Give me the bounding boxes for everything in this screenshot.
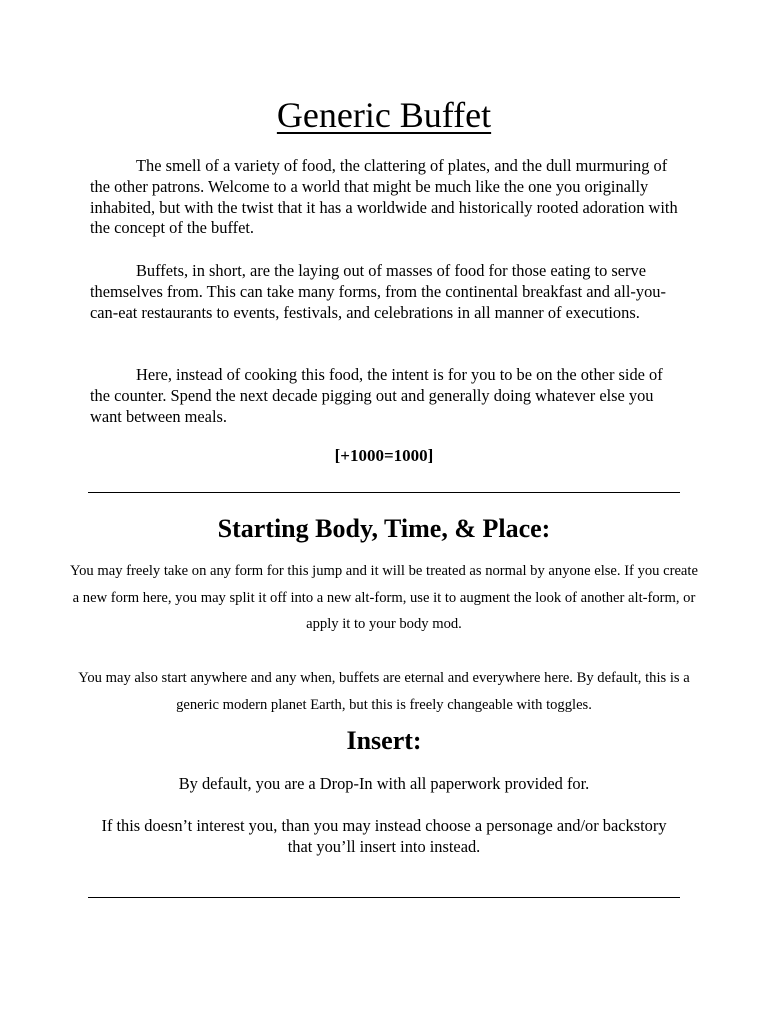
intro-paragraph-1: The smell of a variety of food, the clattering of plates, and the dull murmuring of the other patrons. Welcome to a world that might be much like the one you originally inhabited, but with the twist that it has a worldwide and historically rooted adoration with the concept of the buffet. — [90, 156, 678, 238]
intro-paragraph-3: Here, instead of cooking this food, the intent is for you to be on the other side of the counter. Spend the next decade pigging out and generally doing whatever else you want between meals. — [90, 365, 663, 426]
insert-alternative-text: If this doesn’t interest you, than you may instead choose a personage and/or backstory that you’ll insert into instead. — [101, 816, 667, 856]
section-divider — [88, 492, 680, 493]
document-title: Generic Buffet — [276, 95, 492, 135]
insert-section-heading: Insert: — [346, 726, 422, 755]
section-divider-bottom — [88, 897, 680, 898]
starting-place-text: You may also start anywhere and any when, buffets are eternal and everywhere here. By default, this is a generic modern planet Earth, but this is freely changeable with toggles. — [78, 670, 690, 713]
insert-default-text: By default, you are a Drop-In with all paperwork provided for. — [178, 774, 590, 793]
intro-paragraph-2: Buffets, in short, are the laying out of masses of food for those eating to serve themselves from. This can take many forms, from the continental breakfast and all-you-can-eat restaurants to events, festivals, and celebrations in all manner of executions. — [90, 261, 666, 322]
starting-section-heading: Starting Body, Time, & Place: — [217, 514, 551, 543]
points-total: [+1000=1000] — [334, 446, 434, 465]
starting-form-text: You may freely take on any form for this jump and it will be treated as normal by anyone else. If you create a new form here, you may split it off into a new alt-form, use it to augment the look of another alt-form, or apply it to your body mod. — [70, 563, 698, 633]
